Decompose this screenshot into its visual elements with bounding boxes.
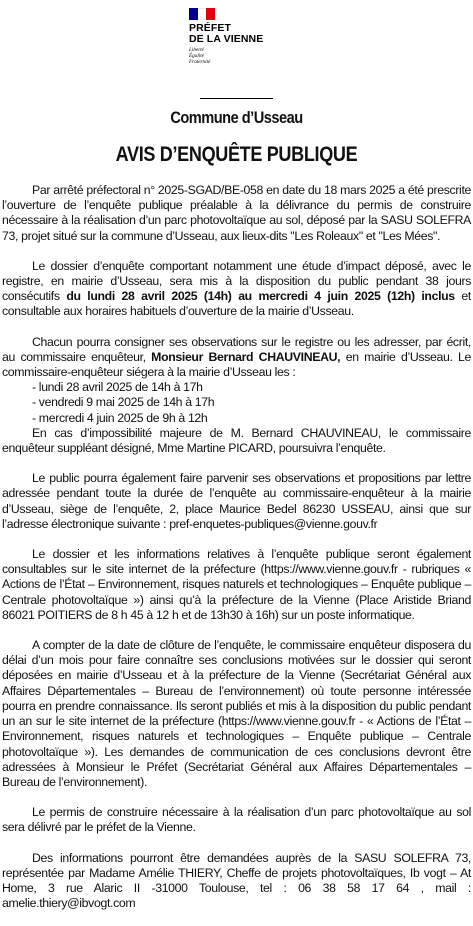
flag-red-stripe xyxy=(206,8,215,20)
paragraph-observations xyxy=(2,335,471,381)
paragraph-permit: Le permis de construire nécessaire à la réalisation d’un parc photovoltaïque au sol sera délivré par le préfet de la Vienne. xyxy=(2,805,471,835)
paragraph-decree: Par arrêté préfectoral n° 2025-SGAD/BE-058 en date du 18 mars 2025 a été prescrite l’ouverture de l’enquête publique préalable à la délivrance du permis de construire nécessaire à la réalisation d’un parc photovoltaïque au sol, déposé par la SASU SOLEFRA 73, projet situé sur la commune d’Usseau, aux lieux-dits "Les Roleaux" et "Les Mées". xyxy=(2,183,471,243)
organization-line-1: PRÉFET xyxy=(189,22,232,34)
enquiry-dates: du lundi 28 avril 2025 (14h) au mercredi 4 juin 2025 (12h) inclus xyxy=(66,289,455,304)
observations-text-start: Chacun pourra consigner ses observations sur le registre ou les adresser, par écrit, au commissaire enquêteur, xyxy=(2,334,471,364)
motto-liberte: Liberté xyxy=(189,47,204,53)
session-list xyxy=(2,380,471,426)
motto-egalite: Égalité xyxy=(189,53,204,59)
dossier-text-end: et consultable aux horaires habituels d’ouverture de la mairie d’Usseau. xyxy=(2,289,471,319)
list-item: - vendredi 9 mai 2025 de 14h à 17h xyxy=(32,395,215,410)
paragraph-conclusions: A compter de la date de clôture de l’enquête, le commissaire enquêteur disposera du délai d’un mois pour faire connaître ses conclusions motivées sur le dossier qui seront déposées en mairie d’Usseau et à la préfecture de la Vienne (Secrétariat Général aux Affaires Départementales – Bureau de l’environnement) où toute personne intéressée pourra en prendre connaissance. Ils seront publiés et mis à la disposition du public pendant un an sur le site internet de la préfecture (https://www.vienne.gouv.fr - « Actions de l’État – Environnement, risques naturels et technologiques – Enquête publique – Centrale photovoltaïque »). Les demandes de communication de ces conclusions devront être adressées à Monsieur le Préfet (Secrétariat Général aux Affaires Départementales – Bureau de l’environnement). xyxy=(2,638,471,789)
republic-motto xyxy=(189,47,299,65)
list-item: - mercredi 4 juin 2025 de 9h à 12h xyxy=(32,410,208,425)
list-item: - lundi 28 avril 2025 de 14h à 17h xyxy=(32,380,203,395)
paragraph-substitute: En cas d’impossibilité majeure de M. Bernard CHAUVINEAU, le commissaire enquêteur suppléant désigné, Mme Martine PICARD, poursuivra l’enquête. xyxy=(2,425,471,456)
header-divider xyxy=(200,98,273,99)
notice-body xyxy=(2,183,471,926)
dossier-text-start: Le dossier d’enquête comportant notamment une étude d’impact déposé, avec le registre, en mairie d’Usseau, sera mis à la disposition du public pendant 38 jours consécutifs xyxy=(2,258,471,304)
organization-line-2: DE LA VIENNE xyxy=(189,33,264,45)
flag-white-stripe xyxy=(198,8,207,20)
flag-blue-stripe xyxy=(189,8,198,20)
commissioner-name: Monsieur Bernard CHAUVINEAU, xyxy=(151,349,341,364)
organization-name xyxy=(189,23,299,45)
commune-heading: Commune d’Usseau xyxy=(170,108,303,127)
prefecture-logo xyxy=(189,8,299,65)
flag-icon xyxy=(189,8,215,20)
page-title: AVIS D’ENQUÊTE PUBLIQUE xyxy=(115,143,358,166)
paragraph-dossier xyxy=(2,259,471,320)
paragraph-contact: Des informations pourront être demandées auprès de la SASU SOLEFRA 73, représentée par Madame Amélie THIERY, Cheffe de projets photovoltaïques, Ib vogt – At Home, 3 rue Alaric II -31000 Toulouse, tel : 06 38 58 17 64 , mail : amelie.thiery@ibvogt.com xyxy=(2,850,471,911)
paragraph-website: Le dossier et les informations relatives à l’enquête publique seront également consultables sur le site internet de la préfecture (https://www.vienne.gouv.fr - rubriques « Actions de l’État – Environnement, risques naturels et technologiques – Enquête publique – Centrale photovoltaïque ») ainsi qu’à la préfecture de la Vienne (Place Aristide Briand 86021 POITIERS de 8 h 45 à 12 h et de 13h30 à 16h) sur un poste informatique. xyxy=(2,547,471,622)
observations-text-end: en mairie d’Usseau. Le commissaire-enquêteur siégera à la mairie d’Usseau les : xyxy=(2,349,471,380)
motto-fraternite: Fraternité xyxy=(189,59,211,65)
paragraph-letters: Le public pourra également faire parvenir ses observations et propositions par lettre adressée pendant toute la durée de l’enquête au commissaire-enquêteur à la mairie d’Usseau, siège de l’enquête, 2, place Maurice Bedel 86230 USSEAU, ainsi que sur l’adresse électronique suivante : pref-enquetes-publiques@vienne.gouv.fr xyxy=(2,471,471,531)
